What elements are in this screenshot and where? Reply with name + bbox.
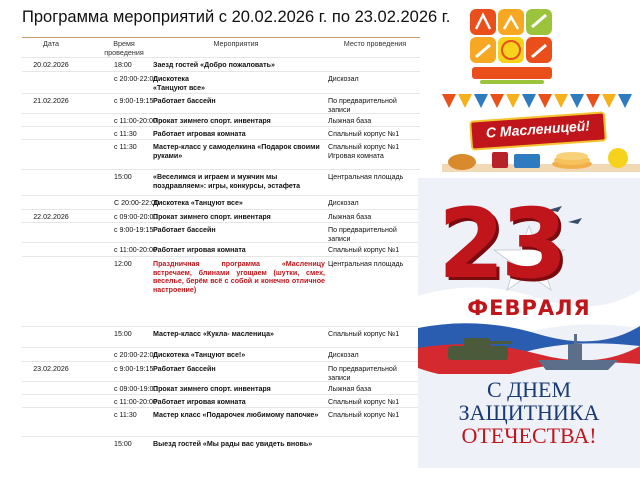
- place-cell: Дискозал: [328, 75, 359, 83]
- time-cell: с 11:00-20:00: [114, 246, 157, 254]
- table-row: [22, 326, 420, 338]
- event-cell: Прокат зимнего спорт. инвентаря: [153, 385, 271, 393]
- time-cell: 18:00: [114, 61, 132, 69]
- event-cell: Дискотека «Танцуют все!»: [153, 351, 246, 359]
- event-cell: Работает игровая комната: [153, 246, 246, 254]
- resort-logo: [466, 7, 558, 87]
- column-header-time: Время проведения: [104, 39, 144, 57]
- place-cell: Дискозал: [328, 351, 359, 359]
- time-cell: с 11:00-20:00: [114, 398, 157, 406]
- table-row: [22, 347, 420, 359]
- title-divider: [22, 37, 420, 38]
- place-cell: Спальный корпус №1: [328, 398, 400, 406]
- time-cell: с 11:30: [114, 143, 137, 151]
- table-row: [22, 126, 420, 138]
- event-cell: Работает игровая комната: [153, 130, 246, 138]
- column-header-place: Место проведения: [343, 39, 407, 48]
- time-cell: С 20:00-22:00: [114, 199, 159, 207]
- time-cell: с 09:00-19:00: [114, 385, 158, 393]
- table-row: [22, 169, 420, 190]
- greeting-text: [418, 378, 640, 447]
- table-row: [22, 195, 420, 207]
- place-cell: По предварительной записи: [328, 97, 397, 114]
- time-cell: с 20:00-22:00: [114, 351, 158, 359]
- festive-food-illustration: [442, 146, 640, 172]
- time-cell: с 9:00-19:15: [114, 226, 154, 234]
- place-cell: Лыжная база: [328, 385, 372, 393]
- place-cell: Лыжная база: [328, 213, 372, 221]
- event-cell: Мастер-класс «Кукла- масленица»: [153, 330, 274, 338]
- place-cell: По предварительной записи: [328, 365, 397, 382]
- greeting-line-3: ОТЕЧЕСТВА!: [461, 423, 597, 448]
- table-row: [22, 139, 420, 160]
- column-header-date: Дата: [43, 39, 59, 48]
- place-cell: По предварительной записи: [328, 226, 397, 243]
- time-cell: с 11:30: [114, 411, 137, 419]
- table-row: [22, 436, 420, 448]
- garland-decoration: [442, 94, 640, 110]
- date-cell: 23.02.2026: [33, 365, 69, 373]
- event-cell: Прокат зимнего спорт. инвентаря: [153, 117, 271, 125]
- place-cell: Центральная площадь: [328, 173, 404, 181]
- time-cell: с 11:30: [114, 130, 137, 138]
- event-cell: Работает игровая комната: [153, 398, 246, 406]
- event-cell: Праздничная программа «Масленицу встречаем, блинами угощаем (шутки, смех, веселье, берём всё с собой и конечно отличное настроение): [153, 260, 325, 294]
- maslenitsa-banner: [442, 94, 640, 172]
- event-cell: Работает бассейн: [153, 365, 216, 373]
- place-cell: Спальный корпус №1: [328, 130, 400, 138]
- table-row: [22, 256, 420, 294]
- event-cell: Прокат зимнего спорт. инвентаря: [153, 213, 271, 221]
- table-row: [22, 57, 420, 69]
- time-cell: 12:00: [114, 260, 132, 268]
- place-cell: Дискозал: [328, 199, 359, 207]
- maslenitsa-title: С Масленицей!: [485, 117, 591, 141]
- event-cell: Дискотека «Танцуют все»: [153, 75, 205, 92]
- event-cell: Работает бассейн: [153, 226, 216, 234]
- date-cell: 20.02.2026: [33, 61, 69, 69]
- table-row: [22, 394, 420, 406]
- time-cell: с 11:00-20:00: [114, 117, 157, 125]
- table-row: [22, 71, 420, 92]
- place-cell: Лыжная база: [328, 117, 372, 125]
- place-cell: Центральная площадь: [328, 260, 404, 268]
- month-label: ФЕВРАЛЯ: [467, 296, 591, 320]
- time-cell: с 20:00-22:00: [114, 75, 158, 83]
- event-cell: Дискотека «Танцуют все»: [153, 199, 243, 207]
- event-cell: Мастер-класс у самоделкина «Подарок своими руками»: [153, 143, 320, 160]
- table-row: [22, 361, 420, 382]
- date-numerals: 23: [438, 188, 564, 300]
- page-title: Программа мероприятий с 20.02.2026 г. по 23.02.2026 г.: [22, 8, 451, 26]
- event-cell: Мастер класс «Подарочек любимому папочке»: [153, 411, 319, 419]
- time-cell: 15:00: [114, 330, 132, 338]
- place-cell: Спальный корпус №1: [328, 246, 400, 254]
- place-cell: Спальный корпус №1: [328, 411, 400, 419]
- event-cell: Работает бассейн: [153, 97, 216, 105]
- table-row: [22, 113, 420, 125]
- event-cell: «Веселимся и играем и мужчин мы поздравляем»: игры, конкурсы, эстафета: [153, 173, 301, 190]
- column-header-event: Мероприятия: [213, 39, 259, 48]
- defender-day-banner: [418, 178, 640, 468]
- table-row: [22, 242, 420, 254]
- time-cell: 15:00: [114, 440, 132, 448]
- greeting-line-1: С ДНЕМ: [486, 377, 572, 402]
- time-cell: с 09:00-20:00: [114, 213, 158, 221]
- greeting-line-2: ЗАЩИТНИКА: [458, 400, 600, 425]
- place-cell: Спальный корпус №1: [328, 330, 400, 338]
- table-row: [22, 381, 420, 393]
- time-cell: с 9:00-19:15: [114, 97, 154, 105]
- maslenitsa-sign: [469, 111, 607, 150]
- time-cell: 15:00: [114, 173, 132, 181]
- place-cell: Спальный корпус №1 Игровая комната: [328, 143, 400, 160]
- table-row: [22, 407, 420, 419]
- event-cell: Заезд гостей «Добро пожаловать»: [153, 61, 275, 69]
- table-row: [22, 209, 420, 221]
- table-row: [22, 222, 420, 243]
- date-cell: 21.02.2026: [33, 97, 69, 105]
- time-cell: с 9:00-19:15: [114, 365, 154, 373]
- date-cell: 22.02.2026: [33, 213, 69, 221]
- event-cell: Выезд гостей «Мы рады вас увидеть вновь»: [153, 440, 313, 448]
- table-row: [22, 93, 420, 114]
